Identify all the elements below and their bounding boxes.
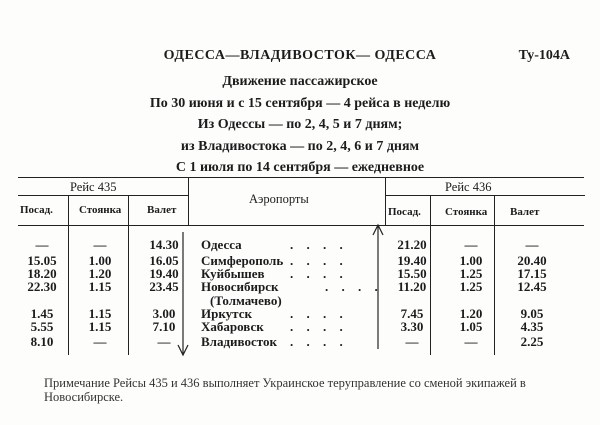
airport-name: (Толмачево): [210, 293, 282, 308]
right-cell: 9.05: [520, 306, 544, 321]
right-cell: 1.20: [459, 306, 483, 321]
right-cell: 15.50: [397, 266, 427, 281]
leader-dots: . . . .: [290, 266, 348, 281]
info-line: С 1 июля по 14 сентября — ежедневное: [175, 160, 425, 175]
right-cell: —: [464, 237, 478, 252]
left-cell: 1.15: [88, 319, 112, 334]
right-cell: 19.40: [397, 253, 427, 268]
left-cell: —: [93, 334, 107, 349]
left-cell: 22.30: [27, 279, 57, 294]
leader-dots: . . . .: [325, 279, 383, 294]
leader-dots: . . . .: [290, 306, 348, 321]
left-cell: —: [93, 237, 107, 252]
left-cell: 23.45: [149, 279, 179, 294]
leader-dots: . . . .: [290, 253, 348, 268]
left-cell: 19.40: [149, 266, 179, 281]
left-col-departure: Валет: [147, 204, 177, 216]
left-flight-rule: [18, 195, 188, 196]
right-col-landing: Посад.: [388, 206, 421, 218]
table-top-rule: [18, 177, 584, 178]
airports-left-rule: [188, 177, 189, 225]
left-cell: 1.15: [88, 306, 112, 321]
right-cell: 21.20: [397, 237, 427, 252]
right-cell: 1.25: [459, 279, 483, 294]
right-cell: 2.25: [520, 334, 544, 349]
left-cell: 16.05: [149, 253, 179, 268]
airport-name: Хабаровск: [201, 319, 264, 334]
right-flight-rule: [385, 195, 585, 196]
leader-dots: . . . .: [290, 319, 348, 334]
leader-dots: . . . .: [290, 334, 348, 349]
left-cell: 14.30: [149, 237, 179, 252]
right-cell: 7.45: [400, 306, 424, 321]
right-cell: 20.40: [517, 253, 547, 268]
right-cell: 11.20: [397, 279, 427, 294]
right-cell: 3.30: [400, 319, 424, 334]
right-col-stop: Стоянка: [445, 206, 488, 218]
left-cell: 1.00: [88, 253, 112, 268]
left-cell: 1.20: [88, 266, 112, 281]
left-cell: 3.00: [152, 306, 176, 321]
right-cell: 17.15: [517, 266, 547, 281]
info-line: из Владивостока — по 2, 4, 6 и 7 дням: [180, 139, 420, 154]
page-title: ОДЕССА—ВЛАДИВОСТОК— ОДЕССА: [163, 48, 437, 63]
right-cell: 1.25: [459, 266, 483, 281]
left-cell: —: [35, 237, 49, 252]
airport-name: Симферополь: [201, 253, 284, 268]
right-cell: 1.05: [459, 319, 483, 334]
right-cell: —: [525, 237, 539, 252]
footnote: Примечание Рейсы 435 и 436 выполняет Украинское теруправление со сменой экипажей в Новосибирске.: [44, 376, 526, 404]
info-line: По 30 июня и с 15 сентября — 4 рейса в неделю: [149, 96, 451, 111]
left-col-stop: Стоянка: [79, 204, 122, 216]
airport-name: Куйбышев: [201, 266, 265, 281]
left-cell: 1.15: [88, 279, 112, 294]
airport-name: Одесса: [201, 237, 242, 252]
right-cell: —: [405, 334, 419, 349]
leader-dots: . . . .: [290, 237, 348, 252]
info-line: Движение пассажирское: [222, 74, 378, 89]
airport-name: Иркутск: [201, 306, 252, 321]
left-cell: 15.05: [27, 253, 57, 268]
right-cell: 1.00: [459, 253, 483, 268]
left-col-landing: Посад.: [20, 204, 53, 216]
left-flight-header: Рейс 435: [70, 180, 117, 194]
right-flight-header: Рейс 436: [445, 180, 492, 194]
left-cell: 7.10: [152, 319, 176, 334]
header-bottom-rule: [18, 225, 584, 226]
left-cell: 18.20: [27, 266, 57, 281]
airports-right-rule: [385, 177, 386, 225]
left-cell: 5.55: [30, 319, 54, 334]
right-cell: 12.45: [517, 279, 547, 294]
aircraft-type: Ту-104А: [518, 48, 570, 63]
right-cell: —: [464, 334, 478, 349]
right-cell: 4.35: [520, 319, 544, 334]
left-cell: —: [157, 334, 171, 349]
airport-name: Владивосток: [201, 334, 277, 349]
airports-header: Аэропорты: [249, 192, 309, 206]
left-cell: 1.45: [30, 306, 54, 321]
airport-name: Новосибирск: [201, 279, 279, 294]
left-cell: 8.10: [30, 334, 54, 349]
info-line: Из Одессы — по 2, 4, 5 и 7 дням;: [197, 117, 403, 132]
right-col-departure: Валет: [510, 206, 540, 218]
